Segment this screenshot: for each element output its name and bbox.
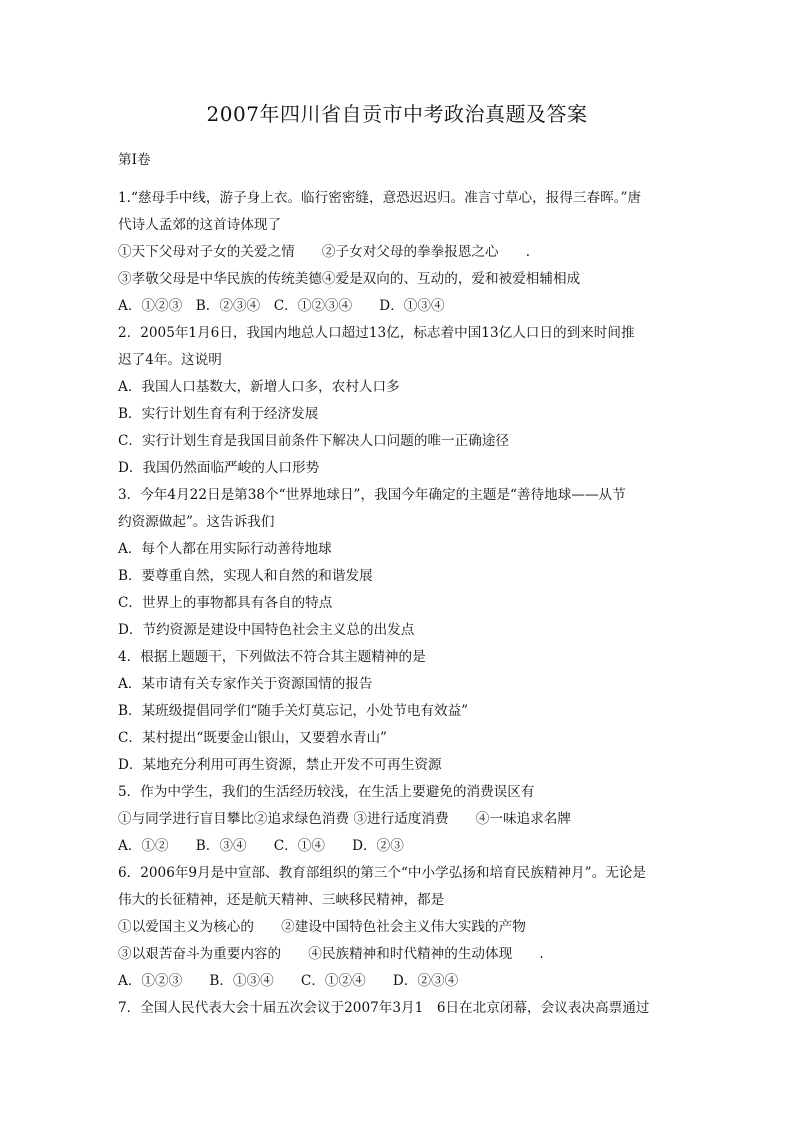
text-line: B．某班级提倡同学们“随手关灯莫忘记，小处节电有效益” [118,703,469,719]
text-line: ①与同学进行盲目攀比②追求绿色消费 ③进行适度消费 ④一味追求名牌 [118,811,571,827]
text-line: 7．全国人民代表大会十届五次会议于2007年3月1 6日在北京闭幕，会议表决高票通过 [118,1000,650,1016]
text-line: 4．根据上题题干，下列做法不符合其主题精神的是 [118,649,426,665]
text-line: C．实行计划生育是我国目前条件下解决人口问题的唯一正确途径 [118,433,510,449]
text-line: 1.“慈母手中线，游子身上衣。临行密密缝，意恐迟迟归。准言寸草心，报得三春晖。”唐 [118,190,642,206]
text-line: 约资源做起”。这告诉我们 [118,514,275,530]
section-heading: 第Ⅰ卷 [118,152,151,168]
text-line: ③以艰苦奋斗为重要内容的 ④民族精神和时代精神的生动体现 . [118,946,544,962]
text-line: A．某市请有关专家作关于资源国情的报告 [118,676,373,692]
text-line: 2．2005年1月6日，我国内地总人口超过13亿，标志着中国13亿人口日的到来时间推 [118,325,635,341]
document-title: 2007年四川省自贡市中考政治真题及答案 [206,102,588,126]
text-line: D．某地充分利用可再生资源，禁止开发不可再生资源 [118,757,442,773]
text-line: 5．作为中学生，我们的生活经历较浅，在生活上要避免的消费误区有 [118,784,535,800]
text-line: 3．今年4月22日是第38个“世界地球日”，我国今年确定的主题是“善待地球——从节 [118,487,626,503]
text-line: B．实行计划生育有利于经济发展 [118,406,319,422]
text-line: C．某村提出“既要金山银山，又要碧水青山” [118,730,387,746]
text-line: A．①②③ B．②③④ C．①②③④ D．①③④ [118,298,445,314]
text-line: A．每个人都在用实际行动善待地球 [118,541,332,557]
text-line: ①天下父母对子女的关爱之情 ②子女对父母的拳拳报恩之心 . [118,244,531,260]
text-line: D．我国仍然面临严峻的人口形势 [118,460,320,476]
text-line: A．①② B．③④ C．①④ D．②③ [118,838,404,854]
text-line: D．节约资源是建设中国特色社会主义总的出发点 [118,622,415,638]
text-line: B．要尊重自然，实现人和自然的和谐发展 [118,568,373,584]
text-line: A．①②③ B．①③④ C．①②④ D．②③④ [118,973,459,989]
text-line: C．世界上的事物都具有各自的特点 [118,595,333,611]
text-line: ③孝敬父母是中华民族的传统美德④爱是双向的、互动的，爱和被爱相辅相成 [118,271,581,287]
text-line: 6．2006年9月是中宣部、教育部组织的第三个“中小学弘扬和培育民族精神月”。无论是 [118,865,646,881]
text-line: 伟大的长征精神，还是航天精神、三峡移民精神，都是 [118,892,445,908]
text-line: 迟了4年。这说明 [118,352,222,368]
text-line: 代诗人孟郊的这首诗体现了 [118,217,282,233]
text-line: ①以爱国主义为核心的 ②建设中国特色社会主义伟大实践的产物 [118,919,526,935]
text-line: A．我国人口基数大，新增人口多，农村人口多 [118,379,400,395]
